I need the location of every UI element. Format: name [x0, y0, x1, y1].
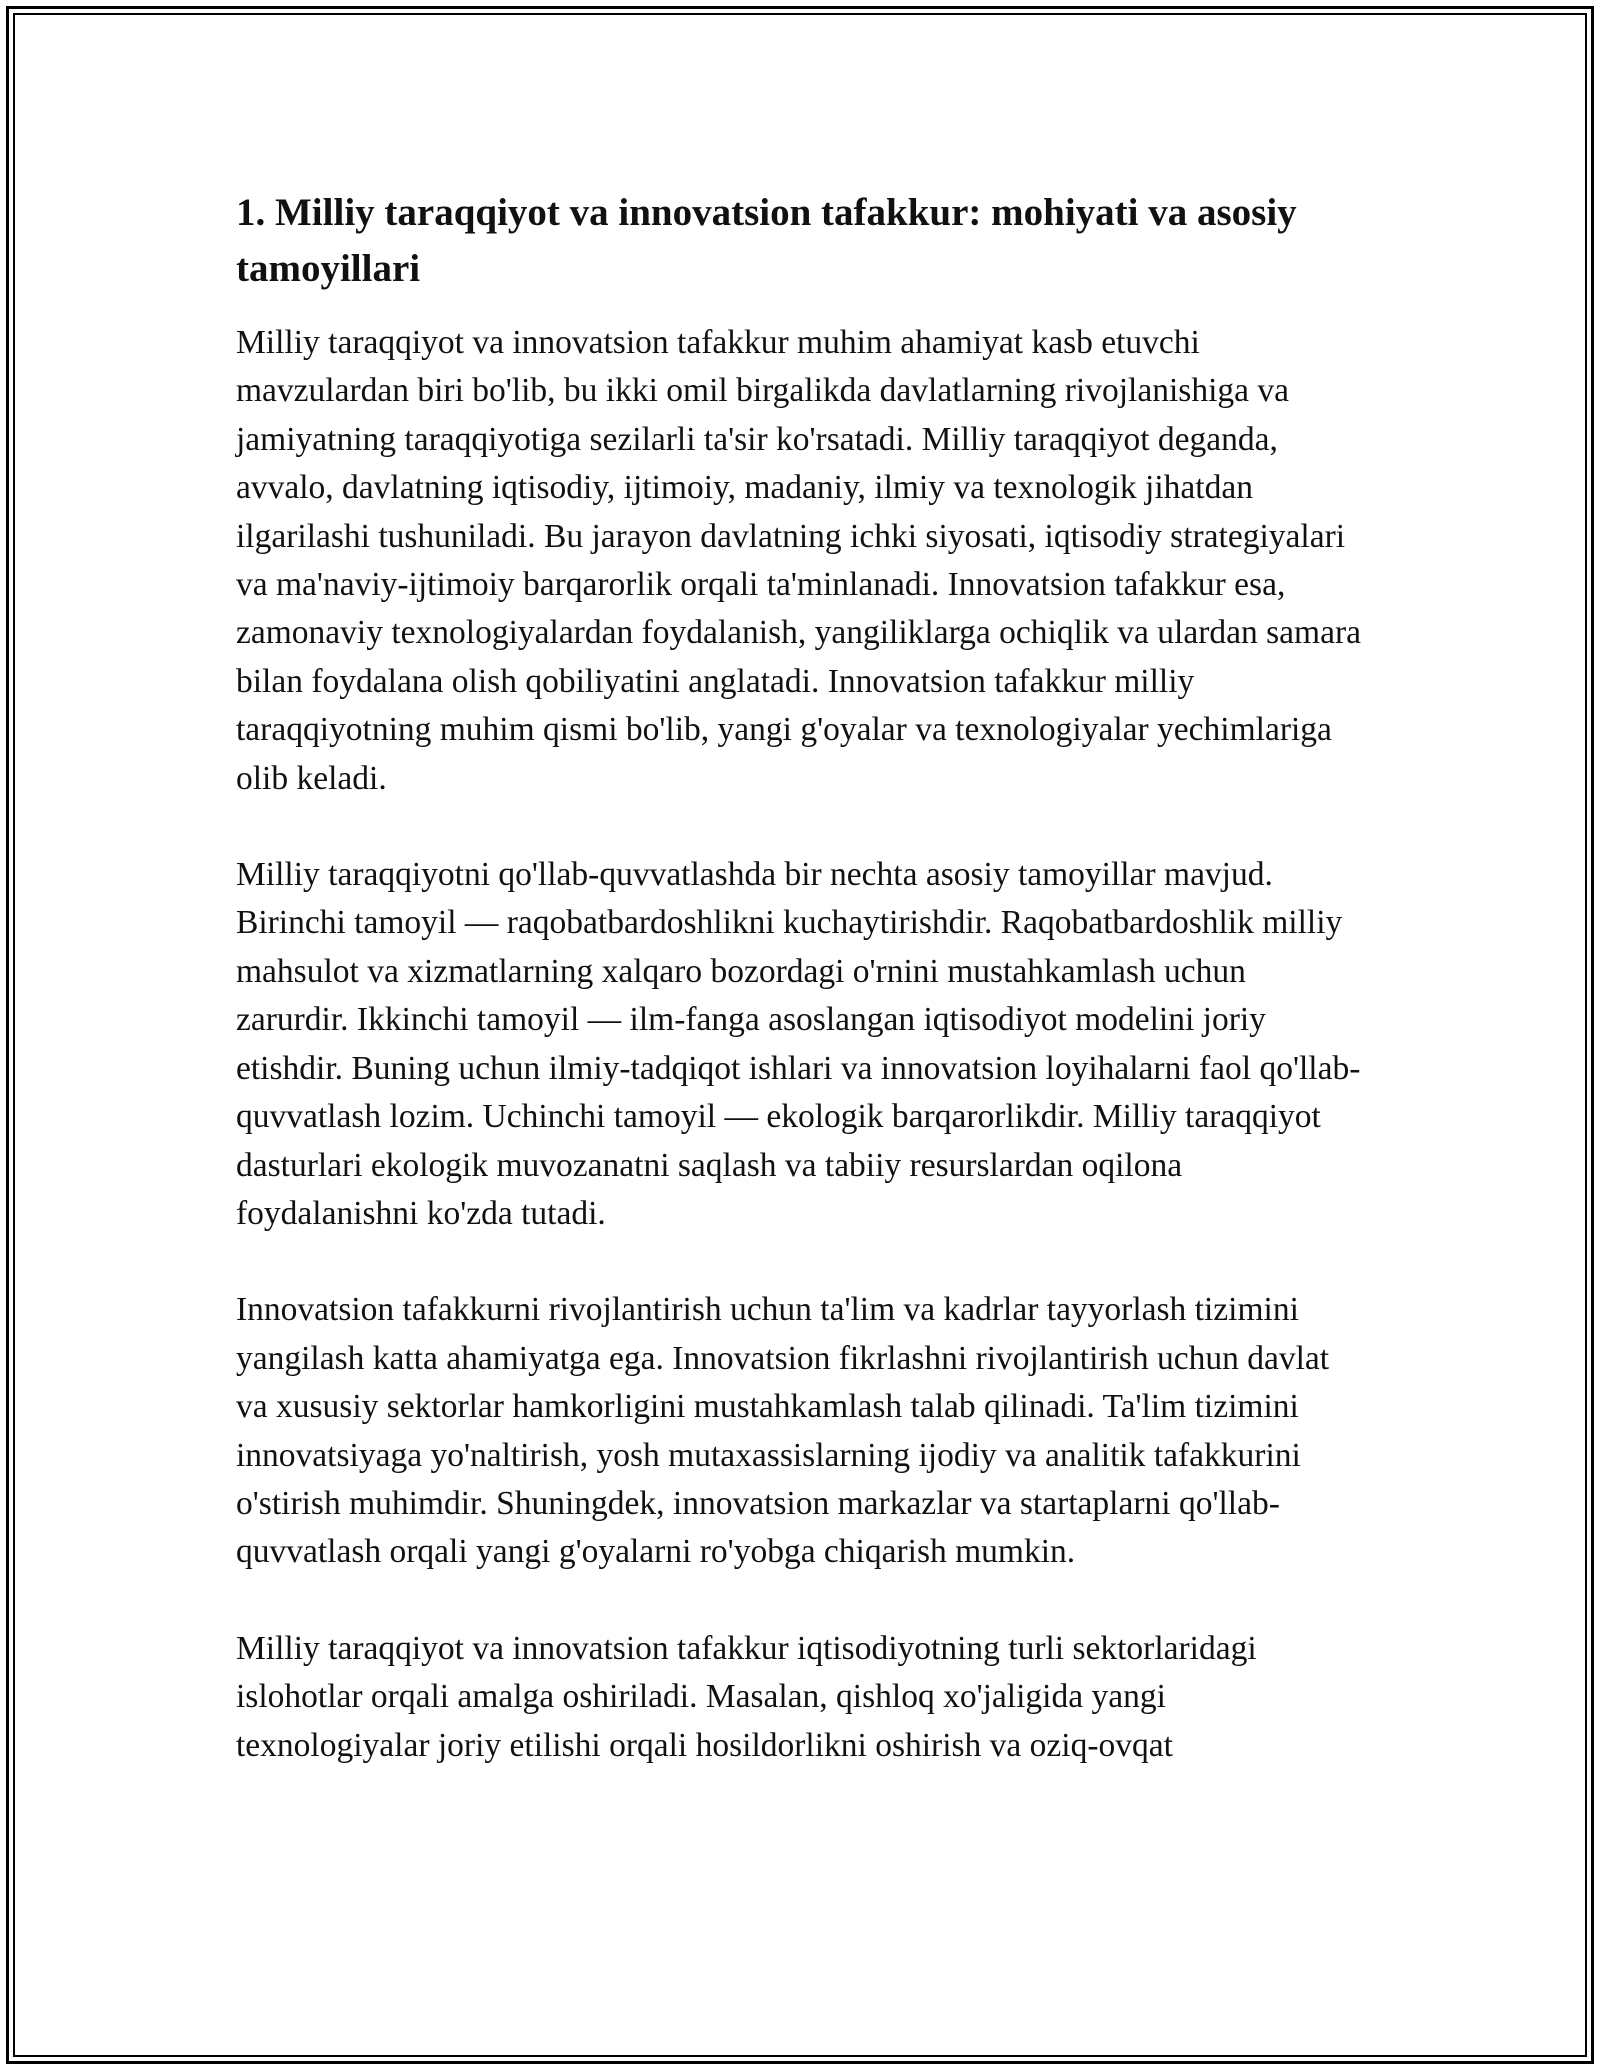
paragraph-2: Milliy taraqqiyotni qo'llab-quvvatlashda bir nechta asosiy tamoyillar mavjud. Birinchi tamoyil — raqobatbardoshlikni kuchaytirishdir. Raqobatbardoshlik milliy mahsulot va xizmatlarning xalqaro bozordagi o'rnini mustahkamlash uchun zarurdir. Ikkinchi tamoyil — ilm-fanga asoslangan iqtisodiyot modelini joriy etishdir. Buning uchun ilmiy-tadqiqot ishlari va innovatsion loyihalarni faol qo'llab-quvvatlash lozim. Uchinchi tamoyil — ekologik barqarorlikdir. Milliy taraqqiyot dasturlari ekologik muvozanatni saqlash va tabiiy resurslardan oqilona foydalanishni ko'zda tutadi. [236, 856, 1361, 1232]
paragraph-1: Milliy taraqqiyot va innovatsion tafakkur muhim ahamiyat kasb etuvchi mavzulardan biri bo'lib, bu ikki omil birgalikda davlatlarning rivojlanishiga va jamiyatning taraqqiyotiga sezilarli ta'sir ko'rsatadi. Milliy taraqqiyot deganda, avvalo, davlatning iqtisodiy, ijtimoiy, madaniy, ilmiy va texnologik jihatdan ilgarilashi tushuniladi. Bu jarayon davlatning ichki siyosati, iqtisodiy strategiyalari va ma'naviy-ijtimoiy barqarorlik orqali ta'minlanadi. Innovatsion tafakkur esa, zamonaviy texnologiyalardan foydalanish, yangiliklarga ochiqlik va ulardan samara bilan foydalana olish qobiliyatini anglatadi. Innovatsion tafakkur milliy taraqqiyotning muhim qismi bo'lib, yangi g'oyalar va texnologiyalar yechimlariga olib keladi. [236, 324, 1361, 797]
paragraph-4: Milliy taraqqiyot va innovatsion tafakkur iqtisodiyotning turli sektorlaridagi islohotlar orqali amalga oshiriladi. Masalan, qishloq xo'jaligida yangi texnologiyalar joriy etilishi orqali hosildorlikni oshirish va oziq-ovqat [236, 1629, 1257, 1764]
document-body [236, 185, 1366, 1770]
paragraph-3: Innovatsion tafakkurni rivojlantirish uchun ta'lim va kadrlar tayyorlash tizimini yangilash katta ahamiyatga ega. Innovatsion fikrlashni rivojlantirish uchun davlat va xususiy sektorlar hamkorligini mustahkamlash talab qilinadi. Ta'lim tizimini innovatsiyaga yo'naltirish, yosh mutaxassislarning ijodiy va analitik tafakkurini o'stirish muhimdir. Shuningdek, innovatsion markazlar va startaplarni qo'llab-quvvatlash orqali yangi g'oyalarni ro'yobga chiqarish mumkin. [236, 1291, 1330, 1571]
section-heading: 1. Milliy taraqqiyot va innovatsion tafakkur: mohiyati va asosiy tamoyillari [236, 191, 1297, 290]
